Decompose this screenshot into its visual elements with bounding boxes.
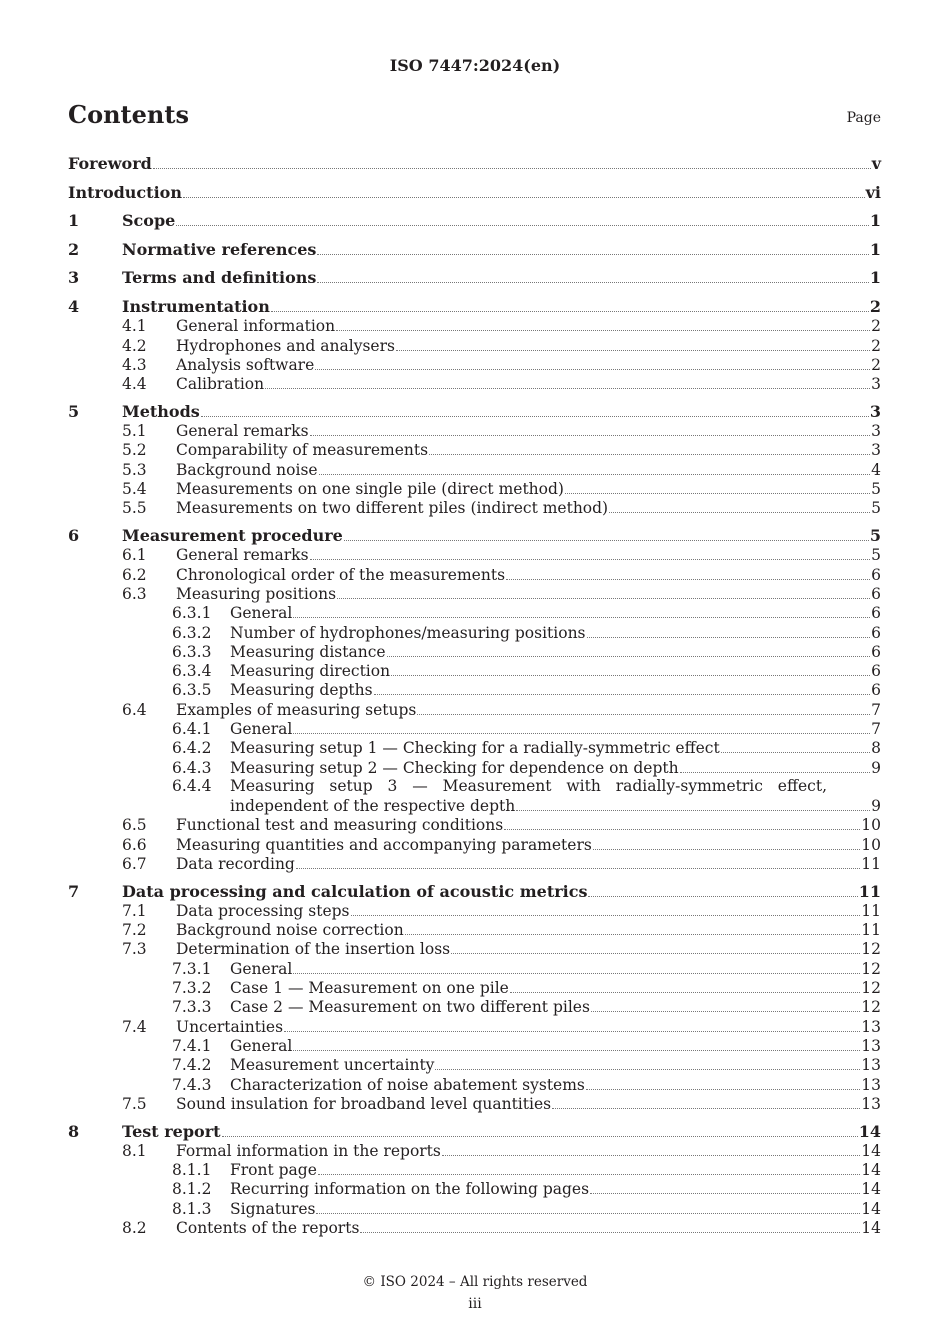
toc-entry-page: 4 <box>871 460 881 479</box>
toc-entry[interactable] <box>68 758 881 778</box>
toc-entry-page: 13 <box>861 1036 881 1055</box>
toc-entry-number: 7.1 <box>122 901 147 920</box>
toc-leader-dots <box>396 349 870 351</box>
toc-entry-page: 3 <box>871 375 881 394</box>
toc-entry-title: Analysis software <box>176 355 315 374</box>
toc-entry[interactable] <box>68 623 881 643</box>
toc-entry[interactable] <box>68 661 881 681</box>
toc-entry-page: 13 <box>861 1056 881 1075</box>
toc-leader-dots <box>201 415 869 417</box>
toc-entry-title: Determination of the insertion loss <box>176 940 451 959</box>
toc-entry-number: 6.2 <box>122 565 147 584</box>
toc-entry-title: Measuring depths <box>230 681 373 700</box>
toc-entry-title: General remarks <box>176 422 309 441</box>
page-column-label: Page <box>846 110 881 126</box>
toc-entry-number: 3 <box>68 268 80 288</box>
toc-leader-dots <box>318 1173 860 1175</box>
toc-entry[interactable] <box>68 680 881 700</box>
toc-entry-title: Foreword <box>68 154 152 173</box>
toc-leader-dots <box>344 539 869 541</box>
toc-entry-title: Contents of the reports <box>176 1219 360 1237</box>
toc-entry[interactable] <box>68 738 881 758</box>
toc-entry-page: 1 <box>869 239 881 259</box>
toc-entry-title: Measurements on two different piles (indirect method) <box>176 499 609 518</box>
toc-entry[interactable] <box>68 479 881 499</box>
toc-entry-page: 8 <box>871 739 881 758</box>
footer-page-number: iii <box>468 1296 482 1312</box>
toc-entry-page: 5 <box>871 546 881 565</box>
toc-entry-number: 8.1.1 <box>172 1161 212 1180</box>
toc-entry-number: 5.2 <box>122 441 147 460</box>
toc-leader-dots <box>374 693 871 695</box>
toc-entry-title: Scope <box>122 211 176 231</box>
toc-entry-page: vi <box>865 182 881 202</box>
toc-entry-number: 5 <box>68 401 80 421</box>
footer-copyright: © ISO 2024 – All rights reserved <box>362 1274 588 1290</box>
toc-entry-page: 6 <box>871 584 881 603</box>
toc-entry-title: Recurring information on the following pages <box>230 1180 590 1199</box>
toc-entry-number: 8.1 <box>122 1141 147 1160</box>
toc-entry-title: Data processing steps <box>176 901 350 920</box>
toc-entry-number: 6.4.2 <box>172 739 212 758</box>
toc-entry[interactable] <box>68 1075 881 1095</box>
toc-leader-dots <box>317 253 868 255</box>
toc-entry-title: Data processing and calculation of acoustic metrics <box>122 881 588 901</box>
toc-entry-page: 10 <box>861 816 881 835</box>
toc-entry-title: Case 2 — Measurement on two different piles <box>230 998 590 1017</box>
toc-entry-title: Measurements on one single pile (direct method) <box>176 480 564 498</box>
toc-entry[interactable] <box>68 642 881 662</box>
toc-entry-title: Measuring quantities and accompanying parameters <box>176 835 592 854</box>
toc-entry-number: 8.2 <box>122 1219 147 1237</box>
toc-entry-number: 7.5 <box>122 1094 147 1113</box>
toc-entry-number: 1 <box>68 211 80 231</box>
toc-entry-title: Examples of measuring setups <box>176 700 417 719</box>
toc-leader-dots <box>405 933 861 935</box>
toc-entry-page: 2 <box>871 317 881 336</box>
toc-entry-page: 6 <box>871 662 881 681</box>
toc-entry-title: Calibration <box>176 375 265 394</box>
toc-entry-page: 11 <box>861 901 881 920</box>
toc-entry-page: 1 <box>869 211 881 231</box>
toc-entry-title: Data recording <box>176 854 295 873</box>
toc-entry[interactable] <box>68 1055 881 1075</box>
toc-entry-number: 6.3.4 <box>172 662 212 681</box>
toc-entry-page: 7 <box>871 720 881 738</box>
toc-entry-number: 4.2 <box>122 336 147 355</box>
toc-entry[interactable] <box>68 939 881 959</box>
toc-entry-title: Chronological order of the measurements <box>176 565 506 584</box>
toc-entry-page: 1 <box>869 268 881 288</box>
toc-entry-page: 5 <box>869 526 881 546</box>
toc-entry-number: 7.4.2 <box>172 1056 212 1075</box>
toc-leader-dots <box>593 848 860 850</box>
toc-entry[interactable] <box>68 355 881 375</box>
toc-leader-dots <box>316 1212 860 1214</box>
toc-entry-page: 13 <box>861 1017 881 1036</box>
toc-entry-title: General <box>230 604 293 623</box>
toc-entry-number: 4.4 <box>122 375 147 394</box>
toc-leader-dots <box>337 597 870 599</box>
toc-leader-dots <box>387 655 871 657</box>
toc-leader-dots <box>360 1231 860 1233</box>
toc-leader-dots <box>586 1088 860 1090</box>
toc-entry-page: 3 <box>871 422 881 441</box>
toc-entry-title: Formal information in the reports <box>176 1141 441 1160</box>
toc-entry-title: Terms and definitions <box>122 268 317 288</box>
toc-entry-number: 6.5 <box>122 816 147 835</box>
toc-entry-page: 12 <box>861 959 881 978</box>
toc-entry[interactable] <box>68 1017 881 1037</box>
toc-entry-page: 5 <box>871 480 881 498</box>
toc-entry-title: Case 1 — Measurement on one pile <box>230 979 509 997</box>
toc-leader-dots <box>552 1107 860 1109</box>
toc-entry[interactable] <box>68 920 881 940</box>
toc-leader-dots <box>417 713 870 715</box>
toc-entry-page: 14 <box>861 1141 881 1160</box>
toc-leader-dots <box>293 972 860 974</box>
toc-leader-dots <box>429 453 870 455</box>
toc-entry-page: 6 <box>871 642 881 661</box>
toc-entry-number: 5.5 <box>122 499 147 518</box>
toc-entry-title-continued: independent of the respective depth <box>230 796 516 815</box>
toc-entry-page: 9 <box>871 796 881 815</box>
toc-entry[interactable] <box>68 882 881 902</box>
toc-entry-number: 7.3.1 <box>172 959 212 978</box>
toc-entry-page: 14 <box>861 1161 881 1180</box>
toc-entry-number: 6.4.3 <box>172 758 212 777</box>
toc-entry-page: 14 <box>861 1180 881 1199</box>
toc-leader-dots <box>451 952 860 954</box>
toc-entry-page: 7 <box>871 700 881 719</box>
toc-entry-number: 8.1.3 <box>172 1199 212 1218</box>
toc-entry-number: 6.3.5 <box>172 681 212 700</box>
toc-entry[interactable] <box>68 815 881 835</box>
toc-entry-page: 12 <box>861 940 881 959</box>
toc-entry[interactable] <box>68 268 881 288</box>
toc-entry-number: 6.4.1 <box>172 720 212 738</box>
toc-entry-number: 6.7 <box>122 854 147 873</box>
toc-entry[interactable] <box>68 1218 881 1238</box>
toc-entry[interactable] <box>68 1122 881 1142</box>
toc-entry[interactable] <box>68 154 881 174</box>
toc-entry-page: 14 <box>861 1219 881 1237</box>
toc-entry-title: General remarks <box>176 546 309 565</box>
toc-leader-dots <box>284 1030 860 1032</box>
toc-entry-title: Instrumentation <box>122 297 270 316</box>
document-id: ISO 7447:2024(en) <box>389 56 561 75</box>
toc-leader-dots <box>222 1135 858 1137</box>
toc-entry-number: 5.1 <box>122 422 147 441</box>
toc-entry-page: 3 <box>869 401 881 421</box>
toc-entry-title: Measuring setup 2 — Checking for dependence on depth <box>230 758 679 777</box>
toc-entry-number: 7.3.2 <box>172 979 212 997</box>
toc-entry-page: 6 <box>871 681 881 700</box>
toc-entry-title: Measuring positions <box>176 584 337 603</box>
toc-entry[interactable] <box>68 1094 881 1114</box>
toc-entry[interactable] <box>68 1199 881 1219</box>
toc-entry-number: 7.4.3 <box>172 1075 212 1094</box>
toc-entry[interactable] <box>68 297 881 317</box>
toc-leader-dots <box>293 1049 860 1051</box>
toc-entry-number: 7.4.1 <box>172 1036 212 1055</box>
toc-leader-dots <box>271 310 869 312</box>
toc-entry-page: 2 <box>871 355 881 374</box>
toc-entry-number: 6.3.3 <box>172 642 212 661</box>
toc-entry-page: 3 <box>871 441 881 460</box>
toc-leader-dots <box>336 329 870 331</box>
toc-entry-number: 8.1.2 <box>172 1180 212 1199</box>
toc-entry-number: 6.6 <box>122 835 147 854</box>
toc-entry-title: Normative references <box>122 239 317 259</box>
toc-entry-page: 2 <box>869 297 881 316</box>
toc-entry-page: 14 <box>858 1121 881 1141</box>
toc-leader-dots <box>590 1192 860 1194</box>
toc-entry[interactable] <box>68 545 881 565</box>
toc-entry[interactable] <box>68 700 881 720</box>
toc-leader-dots <box>315 368 870 370</box>
toc-entry-number: 6 <box>68 526 80 546</box>
toc-leader-dots <box>310 558 871 560</box>
toc-entry-number: 4.1 <box>122 317 147 336</box>
toc-leader-dots <box>588 895 857 897</box>
toc-entry-title: Front page <box>230 1161 317 1180</box>
toc-entry-number: 6.4.4 <box>172 776 212 795</box>
toc-entry-number: 6.3 <box>122 584 147 603</box>
toc-leader-dots <box>153 167 871 169</box>
toc-entry-page: 11 <box>861 854 881 873</box>
toc-entry-number: 4.3 <box>122 355 147 374</box>
toc-entry-title: Measuring setup 3 — Measurement with radially-symmetric effect, <box>230 776 827 795</box>
toc-entry[interactable] <box>68 603 881 623</box>
toc-entry[interactable] <box>68 565 881 585</box>
toc-entry-number: 6.1 <box>122 546 147 565</box>
toc-entry[interactable] <box>68 336 881 356</box>
toc-entry-title: Methods <box>122 401 200 421</box>
toc-entry-page: 6 <box>871 565 881 584</box>
toc-entry[interactable] <box>68 374 881 394</box>
toc-leader-dots <box>265 387 870 389</box>
toc-leader-dots <box>293 616 870 618</box>
toc-entry-page: 11 <box>861 921 881 940</box>
toc-entry-title: General <box>230 720 293 738</box>
toc-entry-page: 14 <box>861 1199 881 1218</box>
toc-leader-dots <box>319 473 871 475</box>
toc-entry-page: 12 <box>861 979 881 997</box>
toc-entry-title: Introduction <box>68 182 182 202</box>
toc-leader-dots <box>351 914 861 916</box>
toc-entry[interactable] <box>68 440 881 460</box>
toc-entry-page: 9 <box>871 758 881 777</box>
toc-leader-dots <box>591 1010 860 1012</box>
toc-leader-dots <box>565 492 870 494</box>
toc-entry[interactable] <box>68 498 881 518</box>
toc-entry-number: 6.3.2 <box>172 623 212 642</box>
toc-entry[interactable] <box>68 854 881 874</box>
toc-entry-number: 7.3 <box>122 940 147 959</box>
toc-entry-number: 8 <box>68 1121 80 1141</box>
toc-entry[interactable] <box>68 777 881 817</box>
toc-entry-title: Functional test and measuring conditions <box>176 816 504 835</box>
toc-leader-dots <box>176 224 869 226</box>
toc-leader-dots <box>183 196 865 198</box>
toc-entry-title: Measuring direction <box>230 662 391 681</box>
toc-entry-title: Measurement uncertainty <box>230 1056 435 1075</box>
toc-entry-title: General <box>230 1036 293 1055</box>
toc-entry-page: v <box>871 154 881 173</box>
toc-entry-number: 7 <box>68 881 80 901</box>
toc-entry-title: Background noise correction <box>176 921 404 940</box>
toc-entry[interactable] <box>68 240 881 260</box>
toc-leader-dots <box>510 991 860 993</box>
toc-entry[interactable] <box>68 460 881 480</box>
toc-entry[interactable] <box>68 719 881 739</box>
toc-entry[interactable] <box>68 901 881 921</box>
toc-entry[interactable] <box>68 526 881 546</box>
toc-entry-title: Background noise <box>176 460 318 479</box>
toc-entry[interactable] <box>68 1036 881 1056</box>
toc-leader-dots <box>391 674 870 676</box>
toc-entry-title: Comparability of measurements <box>176 441 429 460</box>
toc-entry-page: 6 <box>871 604 881 623</box>
toc-entry-number: 5.4 <box>122 480 147 498</box>
toc-entry-page: 13 <box>861 1075 881 1094</box>
toc-entry[interactable] <box>68 1141 881 1161</box>
toc-entry[interactable] <box>68 211 881 231</box>
toc-entry[interactable] <box>68 183 881 203</box>
toc-leader-dots <box>310 434 871 436</box>
toc-entry-title: Uncertainties <box>176 1017 284 1036</box>
toc-entry-page: 5 <box>871 499 881 518</box>
toc-entry-title: General information <box>176 317 336 336</box>
toc-entry[interactable] <box>68 978 881 998</box>
toc-entry-title: Test report <box>122 1121 221 1141</box>
toc-entry-title: Measuring setup 1 — Checking for a radially-symmetric effect <box>230 739 720 758</box>
toc-entry[interactable] <box>68 402 881 422</box>
toc-leader-dots <box>317 281 868 283</box>
toc-leader-dots <box>506 578 870 580</box>
toc-entry-page: 2 <box>871 336 881 355</box>
toc-entry[interactable] <box>68 316 881 336</box>
toc-leader-dots <box>516 809 870 811</box>
toc-leader-dots <box>587 636 871 638</box>
toc-entry-title: Measurement procedure <box>122 526 343 546</box>
toc-entry-page: 12 <box>861 998 881 1017</box>
toc-entry-number: 6.3.1 <box>172 604 212 623</box>
toc-entry[interactable] <box>68 584 881 604</box>
toc-entry-page: 11 <box>858 881 881 901</box>
toc-entry-number: 7.3.3 <box>172 998 212 1017</box>
toc-entry-page: 6 <box>871 623 881 642</box>
toc-entry-title: Characterization of noise abatement systems <box>230 1075 585 1094</box>
toc-entry-page: 10 <box>861 835 881 854</box>
toc-entry[interactable] <box>68 835 881 855</box>
toc-entry-page: 13 <box>861 1094 881 1113</box>
toc-leader-dots <box>296 867 860 869</box>
toc-leader-dots <box>609 511 870 513</box>
toc-entry-number: 7.4 <box>122 1017 147 1036</box>
toc-entry-number: 4 <box>68 297 80 316</box>
toc-entry-number: 7.2 <box>122 921 147 940</box>
contents-title: Contents <box>68 100 189 129</box>
toc-entry[interactable] <box>68 1179 881 1199</box>
toc-leader-dots <box>721 751 870 753</box>
toc-entry-number: 5.3 <box>122 460 147 479</box>
toc-entry-title: General <box>230 959 293 978</box>
toc-leader-dots <box>435 1068 860 1070</box>
toc-leader-dots <box>293 732 870 734</box>
toc-entry-number: 2 <box>68 239 80 259</box>
toc-entry-title: Number of hydrophones/measuring positions <box>230 623 586 642</box>
toc-entry-title: Measuring distance <box>230 642 386 661</box>
toc-entry[interactable] <box>68 959 881 979</box>
toc-entry-title: Hydrophones and analysers <box>176 336 395 355</box>
toc-entry-title: Signatures <box>230 1199 316 1218</box>
toc-entry-title: Sound insulation for broadband level quantities <box>176 1094 552 1113</box>
toc-leader-dots <box>504 828 860 830</box>
toc-leader-dots <box>680 771 871 773</box>
toc-entry[interactable] <box>68 1160 881 1180</box>
toc-entry-number: 6.4 <box>122 700 147 719</box>
toc-leader-dots <box>442 1154 860 1156</box>
toc-entry[interactable] <box>68 421 881 441</box>
toc-entry[interactable] <box>68 997 881 1017</box>
